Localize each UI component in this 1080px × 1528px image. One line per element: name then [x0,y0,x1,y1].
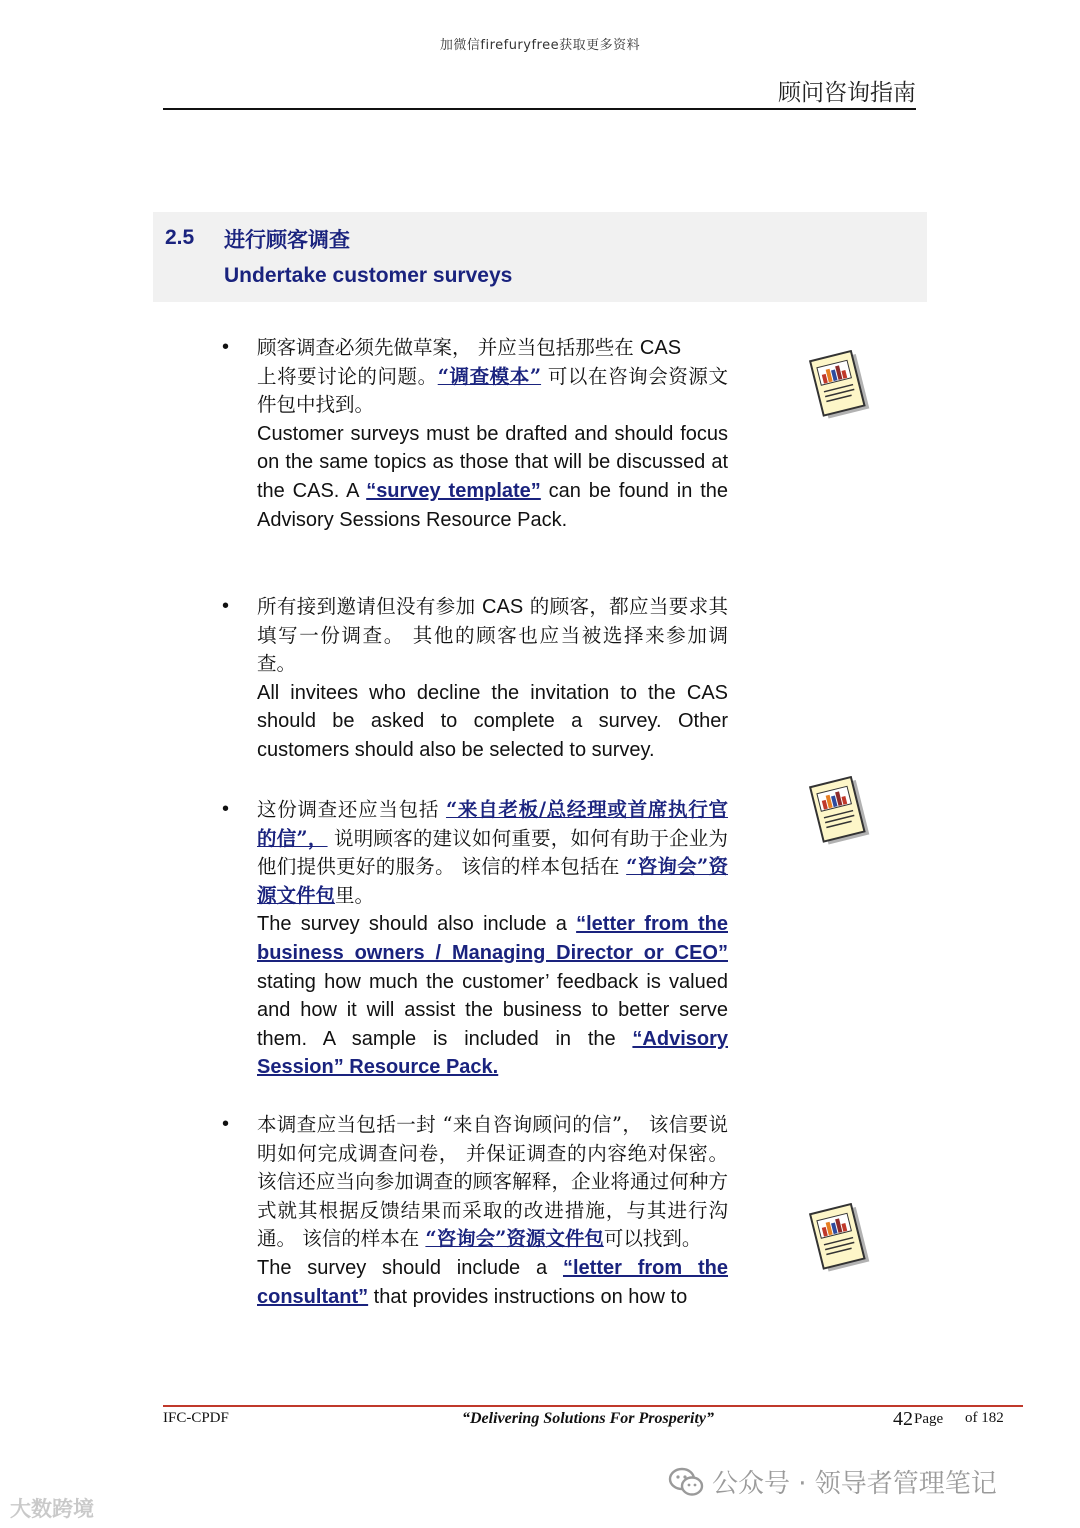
item-3-en-text-b: stating how much the customer’ feedback is valued and how it will assist the business to better serve them. A sample is included in the [257,970,728,1050]
section-number: 2.5 [165,226,195,249]
item-1-cn-text-a: 顾客调查必须先做草案， 并应当包括那些在 [257,336,634,359]
top-note: 加微信firefuryfree获取更多资料 [439,38,641,53]
list-item-2 [257,593,728,765]
footer-rule [163,1405,1023,1407]
item-1-en-text-b: can be found in the Advisory Sessions Resource Pack. [257,479,728,531]
advisory-resource-pack-link[interactable]: “Advisory Session” Resource Pack. [257,1027,728,1079]
header-rule [163,108,916,110]
document-chart-icon[interactable] [805,1203,873,1275]
list-item-1 [257,334,728,534]
item-2-cn [257,593,728,679]
watermark-right [668,1463,997,1500]
ceo-letter-link[interactable]: “letter from the business owners / Managing Director or CEO” [257,913,728,964]
bullet-3: • [222,798,230,820]
section-title-cn: 进行顾客调查 [224,228,350,252]
section-title-en: Undertake customer surveys [224,264,513,287]
item-4-cn-text-a: 本调查应当包括一封 “来自咨询顾问的信”， 该信要说明如何完成调查问卷， 并保证调查的内容绝对保密。 该信还应当向参加调查的顾客解释，企业将通过何种方式就其根据反馈结果而采取的改进措施，与其进行沟通。 该信的样本在 [257,1113,728,1251]
item-1-en [257,420,728,534]
watermark-left: 大数跨境 [10,1497,94,1521]
item-1-cn [257,334,728,420]
survey-template-link-cn[interactable]: “调查模本” [437,364,542,388]
bullet-2: • [222,595,230,617]
item-4-en-text-b: that provides instructions on how to [368,1285,688,1308]
survey-template-link[interactable]: “survey template” [366,479,541,502]
item-2-cn-text-b: 的顾客，都应当要求其填写一份调查。 其他的顾客也应当被选择来参加调查。 [257,595,728,676]
footer-slogan: “Delivering Solutions For Prosperity” [462,1410,715,1427]
bullet-4: • [222,1113,230,1135]
page-total: of 182 [965,1410,1004,1426]
item-2-cn-cas: CAS [482,596,524,618]
item-1-en-text-a: Customer surveys must be drafted and should focus on the same topics as those that will be discussed at the CAS. A [257,422,728,502]
item-1-cn-text-b: 上将要讨论的问题。 [257,364,438,388]
item-3-cn [257,796,728,910]
item-3-en-text-a: The survey should also include a [257,913,577,936]
resource-pack-link-cn-2[interactable]: “咨询会”资源文件包 [425,1227,604,1251]
item-4-cn [257,1111,728,1254]
consultant-letter-link[interactable]: “letter from the consultant” [257,1256,729,1308]
wechat-icon [668,1467,704,1497]
bullet-1: • [222,336,230,358]
item-3-cn-text-a: 这份调查还应当包括 [257,798,440,821]
page-number: 42 [893,1408,913,1430]
item-3-cn-text-b: 说明顾客的建议如何重要，如何有助于企业为他们提供更好的服务。 该信的样本包括在 [257,826,728,879]
item-4-en [257,1254,728,1311]
page-label: Page [914,1411,944,1427]
resource-pack-link-cn[interactable]: “咨询会”资源文件包 [257,855,729,907]
item-3-en [257,910,728,1082]
item-4-en-text-a: The survey should include a [257,1256,563,1279]
item-3-cn-text-c: 里。 [335,883,375,907]
item-1-cn-text-c: 可以在咨询会资源文件包中找到。 [257,364,728,417]
ceo-letter-link-cn[interactable]: “来自老板/总经理或首席执行官的信”， [257,798,728,850]
item-1-cn-cas: CAS [639,337,682,359]
watermark-right-text: 公众号 · 领导者管理笔记 [712,1469,997,1499]
list-item-4 [257,1111,728,1311]
list-item-3 [257,796,728,1082]
item-4-cn-text-b: 可以找到。 [603,1227,702,1251]
item-2-en: All invitees who decline the invitation to the CAS should be asked to complete a survey. Other customers should also be selected to survey. [257,681,728,761]
item-2-cn-text-a: 所有接到邀请但没有参加 [257,595,476,618]
footer-org: IFC-CPDF [163,1410,229,1426]
header-title: 顾问咨询指南 [778,80,916,106]
document-chart-icon[interactable] [805,350,873,422]
document-chart-icon[interactable] [805,776,873,848]
